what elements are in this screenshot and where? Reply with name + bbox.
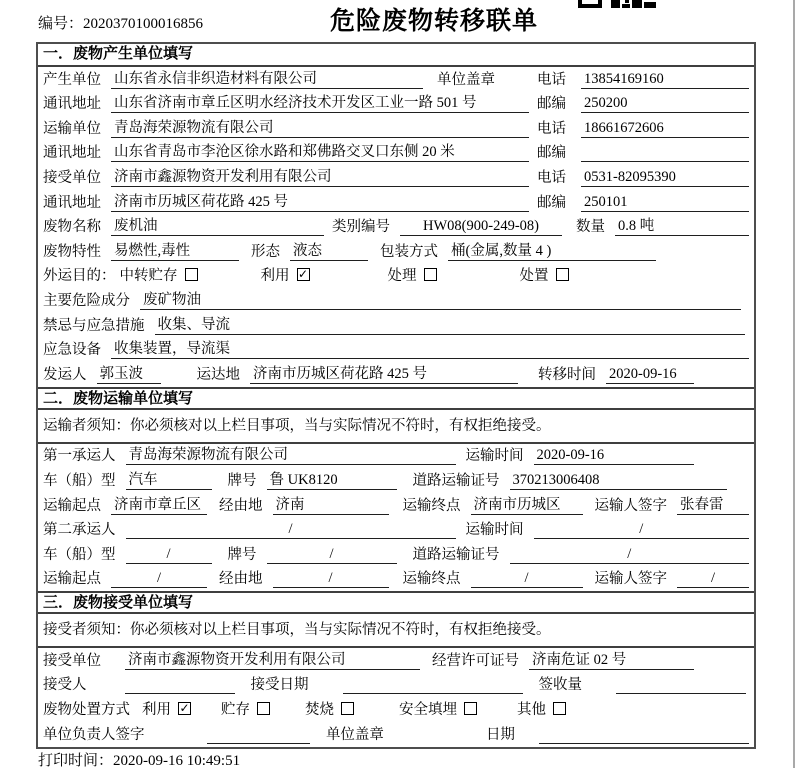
row-transporter-address (38, 141, 754, 166)
accept-unit-value: 济南市鑫源物资开发利用有限公司 (125, 648, 420, 670)
acceptor-value (125, 676, 235, 694)
disposal-option-landfill (399, 698, 477, 719)
packaging-value: 桶(金属,数量 4 ) (448, 239, 656, 261)
row-leader-sign (38, 722, 754, 747)
row-outbound-purpose (38, 264, 754, 289)
checkbox-landfill (464, 702, 477, 715)
section3-header: 三．废物接受单位填写 (38, 591, 754, 614)
disposal-option-utilize (142, 698, 191, 719)
phone-label: 电话 (537, 169, 566, 186)
row-receiver-address (38, 190, 754, 215)
row-route-1 (38, 493, 754, 518)
purpose-option-utilize (261, 264, 310, 285)
qr-code-fragment (578, 0, 658, 9)
shipper-label: 发运人 (43, 366, 87, 383)
row-receiver-unit (38, 165, 754, 190)
row-transport-unit (38, 116, 754, 141)
transport-time-label: 运输时间 (465, 448, 524, 465)
form-label: 形态 (251, 243, 280, 260)
row-waste-name (38, 215, 754, 240)
page-title: 危险废物转移联单 (330, 8, 539, 35)
emergency-measures-value: 收集、导流 (155, 313, 746, 335)
transporter-phone-value: 18661672606 (581, 120, 749, 138)
row-first-carrier (38, 444, 754, 469)
acceptor-label: 接受人 (43, 677, 87, 694)
accept-unit-label: 接受单位 (43, 652, 101, 669)
row-main-hazard (38, 288, 754, 313)
vehicle-type-label: 车（船）型 (43, 546, 116, 563)
main-hazard-label: 主要危险成分 (43, 292, 130, 309)
transport-time-value: 2020-09-16 (534, 447, 695, 465)
road-cert-label: 道路运输证号 (412, 472, 500, 489)
zip-label: 邮编 (537, 96, 566, 113)
plate-label: 牌号 (227, 472, 257, 489)
print-time-value: 2020-09-16 10:49:51 (113, 753, 241, 769)
main-hazard-value: 废矿物油 (140, 288, 741, 310)
manifest-table (36, 42, 756, 749)
qr-block (578, 0, 602, 8)
address-label: 通讯地址 (43, 96, 101, 113)
checkbox-store (257, 702, 270, 715)
category-code-value: HW08(900-249-08) (400, 218, 562, 236)
emergency-equipment-label: 应急设备 (43, 342, 101, 359)
qr-block (611, 0, 620, 8)
checkbox-treat (424, 268, 437, 281)
qr-block (632, 0, 642, 8)
doc-number-label: 编号： (38, 16, 84, 32)
sign-qty-label: 签收量 (538, 677, 582, 694)
row-producer-address (38, 92, 754, 117)
row-acceptor (38, 673, 754, 698)
qr-block (622, 4, 630, 8)
disposal-method-label: 废物处置方式 (43, 702, 130, 719)
second-carrier-value: / (126, 521, 456, 539)
waste-name-label: 废物名称 (43, 219, 101, 236)
vehicle-type-2-value: / (126, 546, 212, 564)
checkbox-dispose (556, 268, 569, 281)
unit-seal-label: 单位盖章 (437, 71, 495, 88)
second-carrier-label: 第二承运人 (43, 522, 116, 539)
doc-number: 2020370100016856 (83, 16, 204, 32)
receiver-zip-value: 250101 (581, 194, 749, 212)
qr-block (625, 0, 629, 3)
row-emergency-equipment (38, 338, 754, 363)
address-label: 通讯地址 (43, 194, 101, 211)
quantity-value: 0.8 吨 (615, 214, 749, 236)
purpose-option-treat (388, 264, 437, 285)
waste-character-value: 易燃性,毒性 (111, 239, 239, 261)
row-accept-unit (38, 648, 754, 673)
license-value: 济南危证 02 号 (529, 648, 694, 670)
row-vehicle-2 (38, 542, 754, 567)
zip-label: 邮编 (537, 145, 566, 162)
terminus-value: 济南市历城区 (471, 493, 583, 515)
transporter-zip-value (581, 144, 749, 162)
origin-label: 运输起点 (43, 497, 101, 514)
carrier-sign-2-value: / (677, 570, 749, 588)
carrier-sign-label: 运输人签字 (594, 571, 667, 588)
section1-header: 一．废物产生单位填写 (38, 44, 754, 67)
sign-qty-value (616, 676, 746, 694)
checkbox-mark: ✓ (297, 267, 309, 282)
form-value: 液态 (290, 239, 368, 261)
carrier-sign-value: 张春雷 (677, 493, 749, 515)
checkbox-utilize (178, 702, 191, 715)
transporter-notice: 运输者须知：你必须核对以上栏目事项，当与实际情况不符时，有权拒绝接受。 (38, 410, 754, 444)
transfer-time-label: 转移时间 (538, 366, 596, 383)
waste-name-value: 废机油 (111, 214, 324, 236)
row-emergency-measures (38, 313, 754, 338)
option-label: 处置 (519, 268, 549, 285)
plate-2-value: / (267, 546, 397, 564)
receiver-notice: 接受者须知：你必须核对以上栏目事项，当与实际情况不符时，有权拒绝接受。 (38, 614, 754, 648)
vehicle-type-label: 车（船）型 (43, 472, 116, 489)
row-route-2 (38, 567, 754, 592)
carrier-sign-label: 运输人签字 (594, 497, 667, 514)
date-label: 日期 (485, 726, 515, 743)
origin-label: 运输起点 (43, 571, 101, 588)
destination-value: 济南市历城区荷花路 425 号 (250, 362, 518, 384)
disposal-option-other (517, 698, 566, 719)
disposal-option-store (221, 698, 270, 719)
emergency-equipment-value: 收集装置，导流渠 (111, 337, 749, 359)
row-producer-unit (38, 67, 754, 92)
row-shipper (38, 362, 754, 387)
option-label: 安全填埋 (399, 702, 457, 719)
receiver-unit-value: 济南市鑫源物资开发利用有限公司 (111, 165, 529, 187)
first-carrier-value: 青岛海荣源物流有限公司 (126, 443, 456, 465)
plate-value: 鲁 UK8120 (267, 468, 397, 490)
purpose-option-transit-storage (120, 264, 198, 285)
doc-number-line (38, 12, 203, 33)
packaging-label: 包装方式 (380, 243, 438, 260)
option-label: 其他 (517, 702, 546, 719)
row-waste-character (38, 239, 754, 264)
phone-label: 电话 (537, 120, 566, 137)
producer-zip-value: 250200 (581, 95, 749, 113)
print-time-label: 打印时间： (38, 753, 114, 769)
waste-character-label: 废物特性 (43, 243, 101, 260)
option-label: 焚烧 (305, 702, 334, 719)
date-value (539, 726, 749, 744)
transfer-time-value: 2020-09-16 (606, 366, 694, 384)
quantity-label: 数量 (576, 219, 605, 236)
producer-phone-value: 13854169160 (581, 71, 749, 89)
accept-date-value (343, 676, 523, 694)
transport-unit-label: 运输单位 (43, 120, 101, 137)
receiver-unit-label: 接受单位 (43, 169, 101, 186)
phone-label: 电话 (537, 71, 566, 88)
plate-label: 牌号 (227, 546, 257, 563)
leader-sign-value (207, 726, 310, 744)
producer-unit-label: 产生单位 (43, 71, 101, 88)
road-cert-value: 370213006408 (510, 472, 728, 490)
option-label: 处理 (387, 268, 417, 285)
purpose-label: 外运目的： (43, 268, 116, 285)
destination-label: 运达地 (196, 366, 240, 383)
via-label: 经由地 (219, 571, 263, 588)
transport-time-label: 运输时间 (465, 522, 524, 539)
producer-unit-value: 山东省永信非织造材料有限公司 (111, 67, 423, 89)
option-label: 中转贮存 (119, 268, 178, 285)
producer-address-value: 山东省济南市章丘区明水经济技术开发区工业一路 501 号 (111, 91, 529, 113)
terminus-2-value: / (471, 570, 583, 588)
disposal-option-incinerate (305, 698, 354, 719)
receiver-address-value: 济南市历城区荷花路 425 号 (111, 190, 529, 212)
terminus-label: 运输终点 (402, 571, 461, 588)
origin-value: 济南市章丘区 (111, 493, 207, 515)
unit-seal-label: 单位盖章 (325, 726, 384, 743)
section2-header: 二．废物运输单位填写 (38, 387, 754, 410)
checkbox-incinerate (341, 702, 354, 715)
window-right-edge (793, 0, 795, 768)
row-disposal-method (38, 697, 754, 722)
vehicle-type-value: 汽车 (126, 468, 212, 490)
emergency-measures-label: 禁忌与应急措施 (43, 317, 145, 334)
purpose-option-dispose (520, 264, 569, 285)
category-code-label: 类别编号 (332, 219, 390, 236)
address-label: 通讯地址 (43, 145, 101, 162)
accept-date-label: 接受日期 (250, 677, 309, 694)
transport-time-2-value: / (534, 521, 750, 539)
road-cert-2-value: / (510, 546, 750, 564)
receiver-phone-value: 0531-82095390 (581, 169, 749, 187)
first-carrier-label: 第一承运人 (43, 448, 116, 465)
leader-sign-label: 单位负责人签字 (43, 726, 145, 743)
zip-label: 邮编 (537, 194, 566, 211)
checkbox-transit-storage (185, 268, 198, 281)
via-value: 济南 (273, 493, 389, 515)
qr-block (644, 2, 656, 8)
transport-unit-value: 青岛海荣源物流有限公司 (111, 116, 529, 138)
checkbox-mark: ✓ (179, 701, 190, 716)
shipper-value: 郭玉波 (97, 362, 161, 384)
option-label: 利用 (260, 268, 290, 285)
row-second-carrier (38, 518, 754, 543)
row-vehicle-1 (38, 468, 754, 493)
checkbox-utilize (297, 268, 310, 281)
origin-2-value: / (111, 570, 207, 588)
road-cert-label: 道路运输证号 (412, 546, 500, 563)
via-2-value: / (273, 570, 389, 588)
via-label: 经由地 (219, 497, 263, 514)
option-label: 贮存 (221, 702, 250, 719)
checkbox-other (553, 702, 566, 715)
option-label: 利用 (142, 702, 171, 719)
license-label: 经营许可证号 (432, 652, 519, 669)
terminus-label: 运输终点 (402, 497, 461, 514)
print-time-line (38, 749, 240, 770)
transporter-address-value: 山东省青岛市李沧区徐水路和郑佛路交叉口东侧 20 米 (111, 140, 529, 162)
